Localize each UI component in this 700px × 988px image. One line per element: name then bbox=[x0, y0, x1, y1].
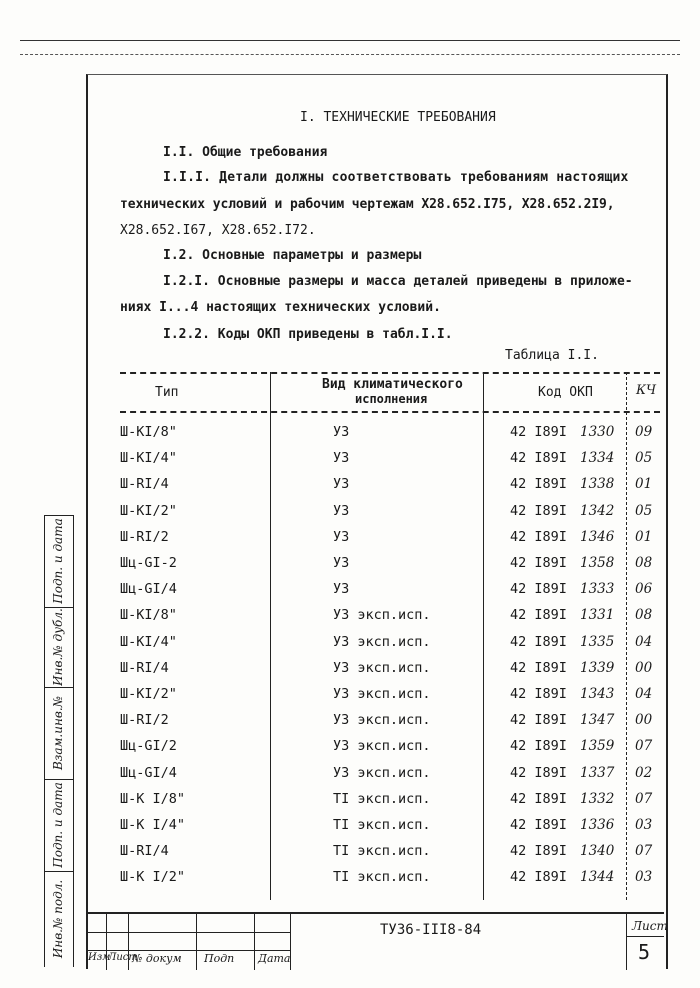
stamp-line bbox=[626, 936, 664, 937]
cell-code-base: 42 I89I bbox=[510, 712, 567, 728]
cell-climate: ТI эксп.исп. bbox=[333, 843, 431, 859]
cell-climate: УЗ эксп.исп. bbox=[333, 712, 431, 728]
cell-type: Ш-RI/2 bbox=[120, 712, 169, 728]
cell-code-hand: 1337 bbox=[580, 765, 615, 781]
cell-type: Шц-GI/2 bbox=[120, 738, 177, 754]
cell-type: Ш-КI/4" bbox=[120, 634, 177, 650]
cell-kch: 05 bbox=[635, 450, 653, 466]
side-seg bbox=[45, 779, 73, 780]
paragraph-line: I.2.I. Основные размеры и масса деталей приведены в приложе- bbox=[163, 274, 633, 289]
cell-code-base: 42 I89I bbox=[510, 503, 567, 519]
cell-climate: УЗ bbox=[333, 424, 350, 440]
header-climate-2: исполнения bbox=[355, 392, 428, 406]
cell-code-base: 42 I89I bbox=[510, 424, 567, 440]
cell-type: Шц-GI/4 bbox=[120, 581, 177, 597]
cell-type: Ш-RI/2 bbox=[120, 529, 169, 545]
cell-code-base: 42 I89I bbox=[510, 660, 567, 676]
cell-kch: 02 bbox=[635, 765, 653, 781]
cell-code-hand: 1358 bbox=[580, 555, 615, 571]
cell-kch: 09 bbox=[635, 424, 653, 440]
cell-code-hand: 1330 bbox=[580, 424, 615, 440]
col-list: Лист bbox=[108, 952, 138, 963]
cell-code-base: 42 I89I bbox=[510, 843, 567, 859]
side-seg bbox=[45, 687, 73, 688]
top-rule bbox=[20, 40, 680, 41]
cell-kch: 03 bbox=[635, 869, 653, 885]
section-title: I. ТЕХНИЧЕСКИЕ ТРЕБОВАНИЯ bbox=[300, 110, 496, 125]
cell-kch: 03 bbox=[635, 817, 653, 833]
cell-climate: УЗ эксп.исп. bbox=[333, 634, 431, 650]
cell-climate: ТI эксп.исп. bbox=[333, 791, 431, 807]
cell-climate: УЗ bbox=[333, 529, 350, 545]
side-seg bbox=[45, 871, 73, 872]
cell-code-hand: 1346 bbox=[580, 529, 615, 545]
cell-type: Ш-К I/8" bbox=[120, 791, 186, 807]
col-data: Дата bbox=[258, 952, 291, 965]
cell-kch: 04 bbox=[635, 686, 653, 702]
cell-code-hand: 1332 bbox=[580, 791, 615, 807]
cell-code-base: 42 I89I bbox=[510, 686, 567, 702]
subsection-heading: I.2. Основные параметры и размеры bbox=[163, 248, 422, 263]
cell-type: Ш-КI/8" bbox=[120, 424, 177, 440]
cell-kch: 08 bbox=[635, 607, 653, 623]
cell-type: Ш-КI/2" bbox=[120, 686, 177, 702]
col-podp: Подп bbox=[204, 952, 235, 965]
cell-climate: УЗ эксп.исп. bbox=[333, 686, 431, 702]
cell-code-hand: 1333 bbox=[580, 581, 615, 597]
header-okp: Код ОКП bbox=[538, 385, 593, 400]
cell-code-base: 42 I89I bbox=[510, 476, 567, 492]
cell-type: Ш-К I/2" bbox=[120, 869, 186, 885]
column-divider bbox=[270, 372, 271, 900]
doc-number: ТУ36-III8-84 bbox=[380, 922, 482, 938]
cell-code-base: 42 I89I bbox=[510, 791, 567, 807]
side-label: Взам.инв.№ bbox=[51, 695, 66, 771]
cell-code-hand: 1343 bbox=[580, 686, 615, 702]
cell-code-hand: 1342 bbox=[580, 503, 615, 519]
header-climate: Вид климатического bbox=[322, 377, 463, 392]
cell-code-base: 42 I89I bbox=[510, 869, 567, 885]
cell-code-base: 42 I89I bbox=[510, 529, 567, 545]
col-izm: Изм bbox=[88, 952, 111, 963]
cell-code-hand: 1344 bbox=[580, 869, 615, 885]
cell-type: Ш-RI/4 bbox=[120, 843, 169, 859]
cell-code-base: 42 I89I bbox=[510, 607, 567, 623]
cell-code-hand: 1336 bbox=[580, 817, 615, 833]
cell-type: Шц-GI/4 bbox=[120, 765, 177, 781]
side-seg bbox=[45, 515, 73, 516]
cell-climate: ТI эксп.исп. bbox=[333, 869, 431, 885]
subsection-heading: I.I. Общие требования bbox=[163, 145, 328, 160]
cell-climate: УЗ bbox=[333, 476, 350, 492]
top-rule-dashed bbox=[20, 54, 680, 55]
cell-climate: УЗ bbox=[333, 450, 350, 466]
table-top-rule bbox=[120, 372, 660, 374]
paragraph-line: технических условий и рабочим чертежам Х28.652.I75, Х28.652.2I9, bbox=[120, 197, 615, 212]
cell-code-hand: 1347 bbox=[580, 712, 615, 728]
cell-kch: 01 bbox=[635, 476, 653, 492]
cell-code-hand: 1340 bbox=[580, 843, 615, 859]
cell-type: Ш-КI/4" bbox=[120, 450, 177, 466]
cell-code-base: 42 I89I bbox=[510, 817, 567, 833]
header-kch: КЧ bbox=[636, 383, 657, 398]
side-label: Подп. и дата bbox=[51, 518, 65, 604]
cell-climate: УЗ эксп.исп. bbox=[333, 765, 431, 781]
sheet-label: Лист bbox=[632, 919, 668, 933]
cell-climate: УЗ эксп.исп. bbox=[333, 660, 431, 676]
sheet-number: 5 bbox=[638, 940, 651, 964]
cell-kch: 04 bbox=[635, 634, 653, 650]
header-type: Тип bbox=[155, 385, 179, 400]
cell-kch: 00 bbox=[635, 660, 653, 676]
table-caption: Таблица I.I. bbox=[505, 348, 599, 363]
paragraph-line: I.2.2. Коды ОКП приведены в табл.I.I. bbox=[163, 327, 453, 342]
column-divider bbox=[626, 372, 627, 900]
stamp-line bbox=[86, 932, 290, 933]
cell-kch: 07 bbox=[635, 738, 653, 754]
cell-code-base: 42 I89I bbox=[510, 738, 567, 754]
cell-kch: 07 bbox=[635, 843, 653, 859]
cell-code-base: 42 I89I bbox=[510, 581, 567, 597]
table-header-rule bbox=[120, 411, 660, 413]
cell-climate: УЗ эксп.исп. bbox=[333, 607, 431, 623]
cell-climate: УЗ bbox=[333, 581, 350, 597]
stamp-line bbox=[86, 950, 290, 951]
cell-climate: УЗ эксп.исп. bbox=[333, 738, 431, 754]
cell-type: Ш-КI/2" bbox=[120, 503, 177, 519]
side-label: Подп. и дата bbox=[51, 782, 65, 868]
paragraph-line: ниях I...4 настоящих технических условий. bbox=[120, 300, 441, 315]
cell-code-hand: 1334 bbox=[580, 450, 615, 466]
cell-code-base: 42 I89I bbox=[510, 765, 567, 781]
cell-code-base: 42 I89I bbox=[510, 450, 567, 466]
cell-kch: 00 bbox=[635, 712, 653, 728]
paragraph-line: I.I.I. Детали должны соответствовать требованиям настоящих bbox=[163, 170, 629, 185]
cell-climate: УЗ bbox=[333, 503, 350, 519]
cell-code-hand: 1335 bbox=[580, 634, 615, 650]
cell-kch: 06 bbox=[635, 581, 653, 597]
cell-type: Ш-КI/8" bbox=[120, 607, 177, 623]
cell-type: Ш-RI/4 bbox=[120, 660, 169, 676]
stamp-line bbox=[626, 914, 627, 970]
cell-code-hand: 1338 bbox=[580, 476, 615, 492]
title-block bbox=[86, 912, 668, 970]
cell-code-base: 42 I89I bbox=[510, 555, 567, 571]
stamp-line bbox=[254, 914, 255, 970]
side-label: Инв.№ подл. bbox=[51, 879, 66, 959]
cell-code-hand: 1339 bbox=[580, 660, 615, 676]
column-divider bbox=[483, 372, 484, 900]
cell-climate: ТI эксп.исп. bbox=[333, 817, 431, 833]
cell-kch: 05 bbox=[635, 503, 653, 519]
side-stamp bbox=[44, 515, 74, 967]
cell-kch: 08 bbox=[635, 555, 653, 571]
cell-kch: 07 bbox=[635, 791, 653, 807]
cell-climate: УЗ bbox=[333, 555, 350, 571]
col-doc: № докум bbox=[132, 952, 182, 965]
cell-code-base: 42 I89I bbox=[510, 634, 567, 650]
stamp-line bbox=[196, 914, 197, 970]
cell-type: Ш-RI/4 bbox=[120, 476, 169, 492]
paragraph-line: Х28.652.I67, Х28.652.I72. bbox=[120, 223, 316, 238]
cell-code-hand: 1359 bbox=[580, 738, 615, 754]
cell-kch: 01 bbox=[635, 529, 653, 545]
cell-type: Ш-К I/4" bbox=[120, 817, 186, 833]
side-label: Инв.№ дубл. bbox=[51, 608, 65, 686]
cell-code-hand: 1331 bbox=[580, 607, 615, 623]
cell-type: Шц-GI-2 bbox=[120, 555, 177, 571]
